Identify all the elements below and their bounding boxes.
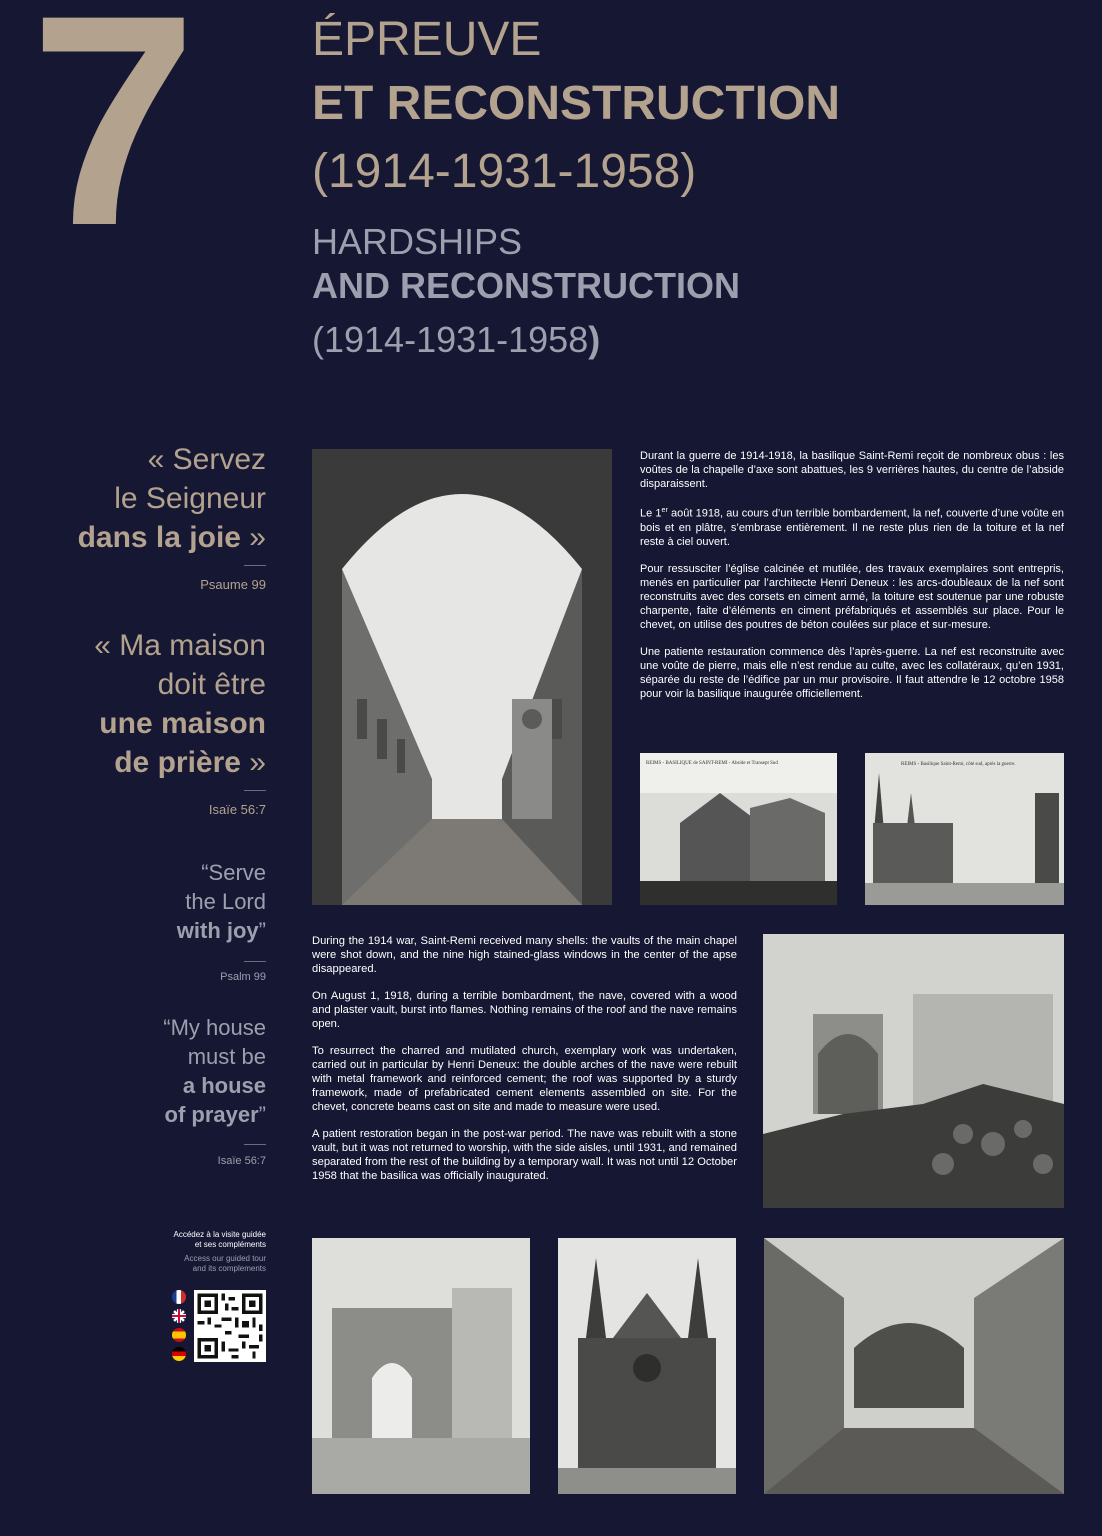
postcard-south-side [865,753,1064,905]
quote-ref-4: Isaïe 56:7 [217,1155,266,1167]
access-fr-line2: et ses compléments [194,1240,266,1249]
quote-line: “Serve [201,860,266,885]
access-guided-tour [66,1230,266,1274]
title-en-line3-paren: ) [588,319,601,360]
text-en-p1: During the 1914 war, Saint-Remi received many shells: the vaults of the main chapel were shot down, and the nine high stained-glass windows in the center of the apse disappeared. [312,935,737,975]
quote-line [36,1100,266,1129]
quote-line: le Seigneur [114,482,266,515]
quote-close: ” [258,1102,266,1127]
title-en-line3-text: (1914-1931-1958 [312,319,589,360]
title-en-line3 [312,320,600,360]
text-fr [640,449,1064,714]
quote-line [36,1071,266,1100]
photo-nave-debris [764,1238,1064,1494]
section-number: 7 [30,0,187,288]
title-en-line1: HARDSHIPS [312,221,523,262]
quote-line: « Ma maison [94,629,266,662]
text-fr-p2b: août 1918, au cours d’un terrible bombardement, la nef, couverte d’une voûte en bois et en plâtre, s’embrase entièrement. Il ne reste plus rien de la toiture et la nef reste à ciel ouvert. [640,507,1064,548]
quote-line: “My house [163,1015,266,1040]
quote-close: » [240,746,266,779]
flag-de-icon[interactable] [172,1347,186,1361]
quote-line: doit être [157,668,266,701]
quote-divider [244,961,266,962]
photo-nave-ruins [312,449,612,905]
text-en-p2: On August 1, 1918, during a terrible bombardment, the nave, covered with a wood and plaster vault, burst into flames. Nothing remains of the roof and the nave remains open. [312,990,737,1030]
quote-line [36,704,266,743]
quote-divider [244,790,266,791]
text-fr-p2 [640,504,1064,549]
quote-close: ” [258,918,266,943]
photo-facade [558,1238,736,1494]
text-en-p3: To resurrect the charred and mutilated church, exemplary work was undertaken, carried out in particular by Henri Deneux: the double arches of the nave were rebuilt with metal framework and reinforced cement; the roof was supported by a sturdy framework, made of prefabricated cement elements assembled on site. For the chevet, concrete beams cast on site and made to measure were used. [312,1045,737,1113]
postcard-abside [640,753,837,905]
title-fr-line3: (1914-1931-1958) [312,145,697,198]
text-fr-p2-sup: er [661,507,668,514]
postcard-caption: REIMS - BASILIQUE de SAINT-REMI - Abside et Transept Sud [646,761,778,766]
quote-line: « Servez [147,443,266,476]
quote-fr-1 [36,440,266,557]
text-fr-p1: Durant la guerre de 1914-1918, la basilique Saint-Remi reçoit de nombreux obus : les voûtes de la chapelle d’axe sont abattues, les 9 verrières hautes, du centre de l’abside disparaissent. [640,450,1064,490]
quote-emphasis: of prayer [164,1102,259,1127]
quote-fr-2 [36,626,266,782]
text-fr-p4: Une patiente restauration commence dès l’après-guerre. La nef est reconstruite avec une voûte de pierre, mais elle n’est rendue au culte, avec les collatéraux, qu’en 1931, séparée du reste de l’édifice par un mur provisoire. Il faut attendre le 12 octobre 1958 pour voir la basilique inaugurée officiellement. [640,645,1064,700]
quote-emphasis: with joy [176,918,259,943]
text-en-p4: A patient restoration began in the post-war period. The nave was rebuilt with a stone vault, but it was not returned to worship, with the side aisles, until 1931, and remained separated from the rest of the building by a temporary wall. It was not until 12 October 1958 that the basilica was officially inaugurated. [312,1128,737,1182]
quote-line [36,518,266,557]
postcard-caption: REIMS - Basilique Saint-Remi, côté sud, après la guerre. [901,762,1016,767]
flag-fr-icon[interactable] [172,1290,186,1304]
text-fr-p3: Pour ressusciter l’église calcinée et mutilée, des travaux exemplaires sont entrepris, menés en particulier par l’architecte Henri Deneux : les arcs-doubleaux de la nef sont reconstruits avec des corsets en ciment armé, la toiture est soutenue par une robuste charpente, faite d’éléments en ciment préfabriqués et assemblés sur place. Pour le chevet, on utilise des poutres de béton coulées sur place et sur-mesure. [640,562,1064,631]
quote-line [36,916,266,945]
quote-emphasis: a house [182,1073,266,1098]
quote-ref-1: Psaume 99 [200,577,266,592]
quote-emphasis: dans la joie [77,521,241,554]
quote-ref-2: Isaïe 56:7 [208,802,266,817]
flag-uk-icon[interactable] [172,1309,186,1323]
title-fr-line2: ET RECONSTRUCTION [312,77,840,130]
text-fr-p2a: Le 1 [640,507,662,520]
access-en-line1: Access our guided tour [184,1254,266,1263]
title-en-line2: AND RECONSTRUCTION [312,265,740,306]
quote-en-1 [36,858,266,945]
quote-line: must be [187,1044,266,1069]
quote-line [36,743,266,782]
access-en-line2: and its complements [192,1264,266,1273]
quote-ref-3: Psalm 99 [220,971,266,983]
quote-close: » [240,521,266,554]
quote-line: the Lord [185,889,266,914]
access-fr-line1: Accédez à la visite guidée [173,1230,266,1239]
quote-divider [244,1144,266,1145]
qr-code-icon[interactable] [194,1290,266,1362]
photo-choir-screen [312,1238,530,1494]
quote-emphasis: de prière [114,746,241,779]
quote-emphasis: une maison [99,707,266,740]
quote-divider [244,565,266,566]
flag-es-icon[interactable] [172,1328,186,1342]
photo-apse-rubble [763,934,1064,1208]
text-en [312,934,737,1196]
title-fr-line1: ÉPREUVE [312,13,542,66]
quote-en-2 [36,1013,266,1129]
